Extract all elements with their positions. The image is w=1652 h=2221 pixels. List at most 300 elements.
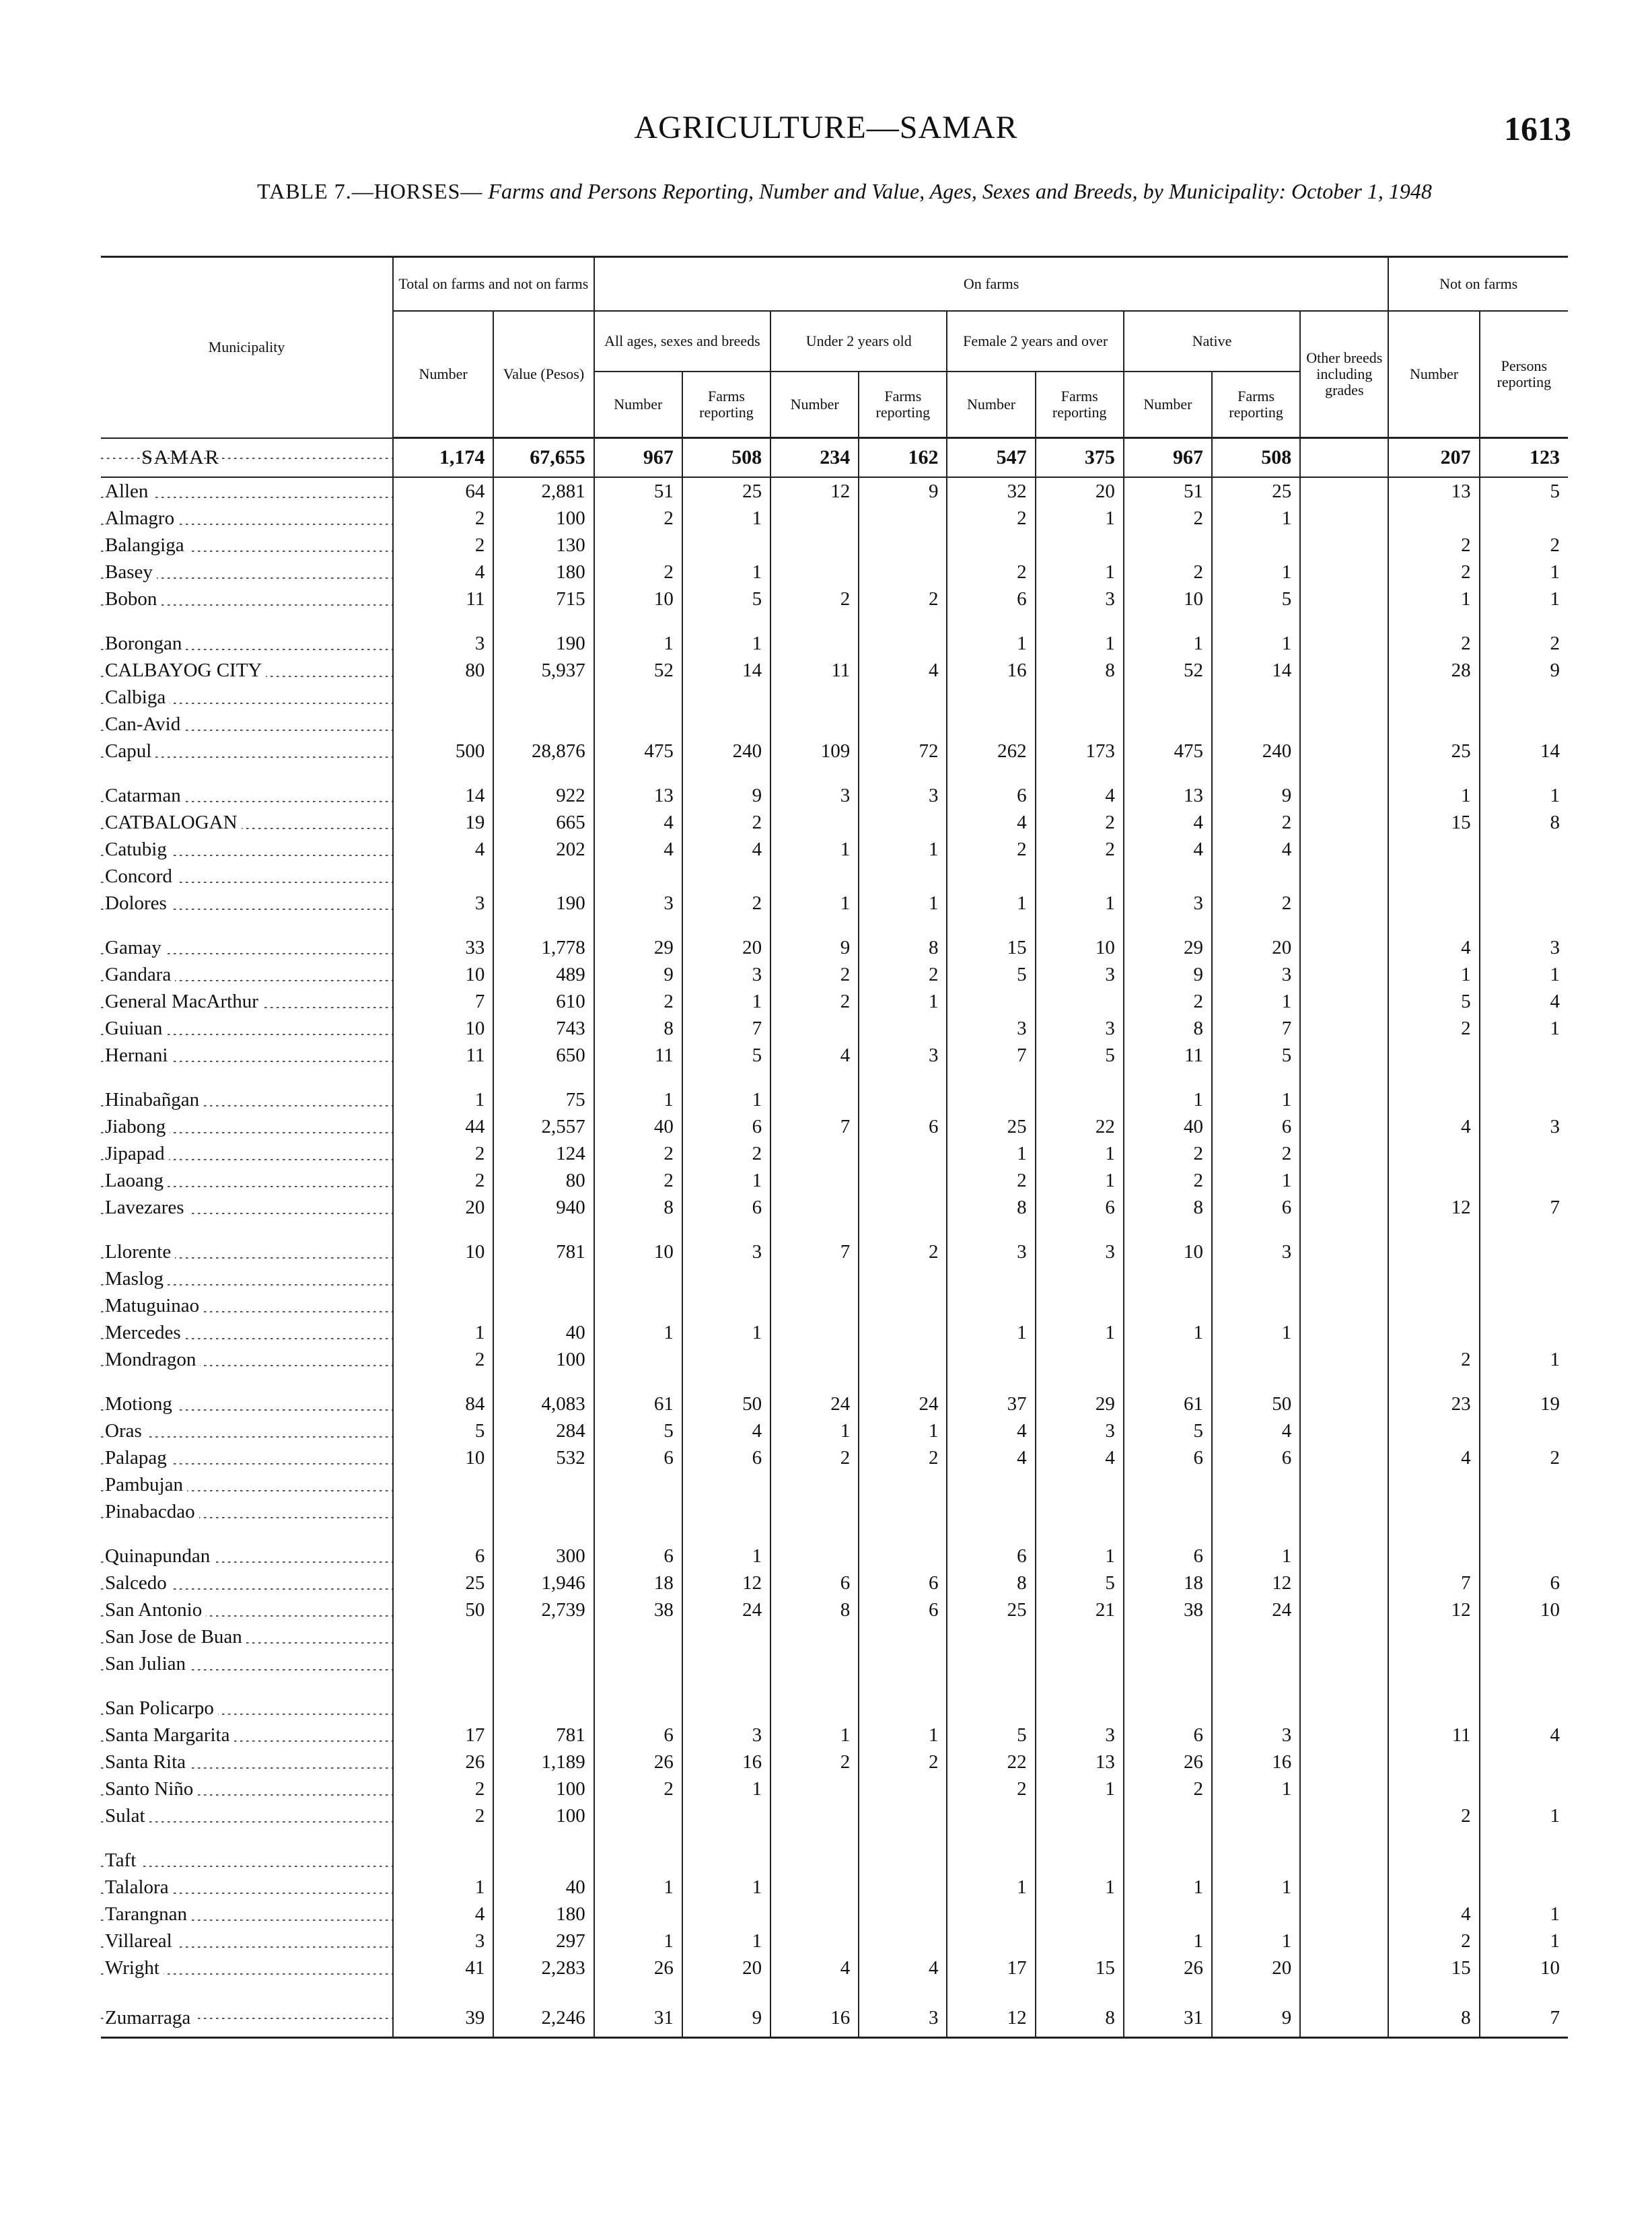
spacer-cell xyxy=(1124,1829,1212,1847)
spacer-cell xyxy=(393,1373,493,1390)
cell: 1 xyxy=(682,630,770,657)
cell: 8 xyxy=(1036,657,1124,684)
cell xyxy=(947,1086,1035,1113)
cell: 10 xyxy=(393,1444,493,1471)
row-municipality xyxy=(101,1194,393,1221)
cell: 1 xyxy=(1036,505,1124,532)
cell xyxy=(493,684,594,711)
cell xyxy=(947,1901,1035,1928)
table-row xyxy=(101,1471,1568,1498)
cell xyxy=(859,1265,947,1292)
cell xyxy=(1036,1928,1124,1954)
row-municipality-label: San Policarpo xyxy=(105,1697,218,1719)
cell: 100 xyxy=(493,505,594,532)
cell: 3 xyxy=(393,630,493,657)
spacer-cell xyxy=(859,1829,947,1847)
cell xyxy=(1124,532,1212,559)
table-row xyxy=(101,1695,1568,1722)
cell: 26 xyxy=(1124,1954,1212,1981)
cell xyxy=(1212,1802,1300,1829)
spacer-cell xyxy=(1300,1069,1388,1086)
cell xyxy=(859,505,947,532)
row-spacer xyxy=(101,1373,1568,1390)
spacer-cell xyxy=(1124,765,1212,782)
cell: 3 xyxy=(1212,1238,1300,1265)
spacer-cell xyxy=(101,917,393,934)
col-other-breeds: Other breeds including grades xyxy=(1300,311,1388,438)
cell: 25 xyxy=(682,477,770,505)
table-row xyxy=(101,809,1568,836)
col-all-number: Number xyxy=(594,372,682,438)
spacer-cell xyxy=(1036,1069,1124,1086)
cell: 475 xyxy=(594,738,682,765)
cell xyxy=(859,1015,947,1042)
spacer-cell xyxy=(1480,917,1568,934)
cell: 24 xyxy=(770,1390,859,1417)
cell: 6 xyxy=(947,1543,1035,1570)
table-row xyxy=(101,1444,1568,1471)
cell: 10 xyxy=(1124,586,1212,612)
cell: 6 xyxy=(859,1570,947,1596)
cell xyxy=(1124,711,1212,738)
table-row xyxy=(101,890,1568,917)
spacer-cell xyxy=(493,1981,594,1999)
spacer-cell xyxy=(1124,1981,1212,1999)
cell: 1 xyxy=(682,559,770,586)
cell: 4 xyxy=(859,657,947,684)
cell: 967 xyxy=(1124,438,1212,478)
cell: 240 xyxy=(682,738,770,765)
cell: 5 xyxy=(1212,586,1300,612)
cell: 13 xyxy=(1036,1749,1124,1775)
table-row xyxy=(101,586,1568,612)
table-row xyxy=(101,505,1568,532)
cell: 1 xyxy=(1480,961,1568,988)
cell xyxy=(770,1015,859,1042)
cell: 1 xyxy=(947,1319,1035,1346)
cell xyxy=(1124,684,1212,711)
cell: 1 xyxy=(1036,559,1124,586)
cell: 3 xyxy=(859,782,947,809)
row-municipality xyxy=(101,1596,393,1623)
cell: 7 xyxy=(1480,1999,1568,2038)
table-row xyxy=(101,836,1568,863)
table-row xyxy=(101,1194,1568,1221)
cell: 22 xyxy=(1036,1113,1124,1140)
cell: 26 xyxy=(1124,1749,1212,1775)
cell xyxy=(1480,684,1568,711)
spacer-cell xyxy=(101,1981,393,1999)
cell xyxy=(1300,1042,1388,1069)
cell xyxy=(1480,1623,1568,1650)
cell: 13 xyxy=(594,782,682,809)
cell: 4 xyxy=(594,836,682,863)
cell: 1 xyxy=(682,505,770,532)
cell: 4 xyxy=(770,1042,859,1069)
cell: 25 xyxy=(1388,738,1479,765)
row-municipality-label: Oras xyxy=(105,1420,146,1442)
cell: 39 xyxy=(393,1999,493,2038)
cell: 13 xyxy=(1124,782,1212,809)
spacer-cell xyxy=(1388,917,1479,934)
spacer-cell xyxy=(101,1829,393,1847)
spacer-cell xyxy=(594,1069,682,1086)
cell: 4 xyxy=(1036,1444,1124,1471)
cell: 2 xyxy=(1388,1802,1479,1829)
spacer-cell xyxy=(1300,1373,1388,1390)
col-under2-number: Number xyxy=(770,372,859,438)
cell: 1 xyxy=(1212,1086,1300,1113)
cell xyxy=(1300,438,1388,478)
cell: 9 xyxy=(682,782,770,809)
cell xyxy=(1300,1749,1388,1775)
cell: 3 xyxy=(1124,890,1212,917)
spacer-cell xyxy=(1124,612,1212,630)
cell xyxy=(1300,1999,1388,2038)
cell: 500 xyxy=(393,738,493,765)
cell: 650 xyxy=(493,1042,594,1069)
cell: 1 xyxy=(1480,1928,1568,1954)
cell xyxy=(1480,1042,1568,1069)
cell: 32 xyxy=(947,477,1035,505)
cell xyxy=(770,1901,859,1928)
cell: 2,739 xyxy=(493,1596,594,1623)
table-row xyxy=(101,1874,1568,1901)
cell xyxy=(1300,711,1388,738)
cell: 23 xyxy=(1388,1390,1479,1417)
cell xyxy=(770,1928,859,1954)
cell: 207 xyxy=(1388,438,1479,478)
row-municipality-label: Wright xyxy=(105,1957,164,1979)
spacer-cell xyxy=(393,1829,493,1847)
cell: 547 xyxy=(947,438,1035,478)
spacer-cell xyxy=(1036,612,1124,630)
cell: 1 xyxy=(1480,782,1568,809)
cell: 9 xyxy=(1480,657,1568,684)
cell xyxy=(947,532,1035,559)
cell: 2 xyxy=(1388,1928,1479,1954)
cell xyxy=(947,1265,1035,1292)
cell: 3 xyxy=(682,961,770,988)
cell xyxy=(1036,684,1124,711)
cell: 180 xyxy=(493,1901,594,1928)
row-spacer xyxy=(101,1221,1568,1238)
spacer-cell xyxy=(1124,1069,1212,1086)
cell: 67,655 xyxy=(493,438,594,478)
col-notfarm-persons: Persons reporting xyxy=(1480,311,1568,438)
cell xyxy=(1300,836,1388,863)
cell xyxy=(1300,1346,1388,1373)
spacer-cell xyxy=(101,765,393,782)
row-municipality xyxy=(101,1775,393,1802)
cell xyxy=(947,684,1035,711)
cell: 2 xyxy=(1388,1015,1479,1042)
row-municipality-label: Can-Avid xyxy=(105,713,184,735)
spacer-cell xyxy=(393,1677,493,1695)
cell: 80 xyxy=(393,657,493,684)
cell: 1 xyxy=(770,890,859,917)
cell: 610 xyxy=(493,988,594,1015)
cell: 262 xyxy=(947,738,1035,765)
cell: 14 xyxy=(1480,738,1568,765)
cell: 3 xyxy=(1480,934,1568,961)
cell xyxy=(682,1695,770,1722)
cell: 1 xyxy=(1212,1319,1300,1346)
spacer-cell xyxy=(493,765,594,782)
cell xyxy=(859,1847,947,1874)
cell: 5 xyxy=(1388,988,1479,1015)
cell xyxy=(1124,1265,1212,1292)
spacer-cell xyxy=(1212,612,1300,630)
spacer-cell xyxy=(770,1677,859,1695)
spacer-cell xyxy=(594,765,682,782)
table-row xyxy=(101,1650,1568,1677)
cell: 40 xyxy=(594,1113,682,1140)
cell xyxy=(493,1265,594,1292)
cell: 300 xyxy=(493,1543,594,1570)
cell: 1 xyxy=(859,1722,947,1749)
cell: 3 xyxy=(1212,1722,1300,1749)
cell xyxy=(1388,1319,1479,1346)
row-municipality-label: Tarangnan xyxy=(105,1903,191,1925)
row-spacer xyxy=(101,1069,1568,1086)
cell xyxy=(1388,1140,1479,1167)
cell: 19 xyxy=(1480,1390,1568,1417)
spacer-cell xyxy=(1300,1221,1388,1238)
cell: 1 xyxy=(682,1086,770,1113)
cell xyxy=(859,1319,947,1346)
cell: 6 xyxy=(1124,1444,1212,1471)
cell xyxy=(594,1650,682,1677)
cell: 1 xyxy=(770,836,859,863)
row-municipality xyxy=(101,1623,393,1650)
cell xyxy=(770,532,859,559)
row-municipality xyxy=(101,1749,393,1775)
cell: 2 xyxy=(594,505,682,532)
cell: 9 xyxy=(1124,961,1212,988)
cell xyxy=(1300,863,1388,890)
cell xyxy=(1300,1167,1388,1194)
cell: 124 xyxy=(493,1140,594,1167)
cell xyxy=(682,1847,770,1874)
cell xyxy=(1388,1695,1479,1722)
cell: 4 xyxy=(393,559,493,586)
row-municipality-label: Matuguinao xyxy=(105,1295,203,1316)
col-native-number: Number xyxy=(1124,372,1212,438)
row-municipality: SAMAR xyxy=(101,438,393,478)
cell: 20 xyxy=(1212,934,1300,961)
table-row xyxy=(101,1390,1568,1417)
cell: 130 xyxy=(493,532,594,559)
spacer-cell xyxy=(682,765,770,782)
cell xyxy=(493,1695,594,1722)
table-row xyxy=(101,1928,1568,1954)
cell: 2 xyxy=(393,532,493,559)
cell: 18 xyxy=(594,1570,682,1596)
cell: 31 xyxy=(594,1999,682,2038)
cell: 11 xyxy=(393,586,493,612)
row-municipality xyxy=(101,1498,393,1525)
cell xyxy=(1124,1292,1212,1319)
cell xyxy=(1388,684,1479,711)
cell xyxy=(1480,1265,1568,1292)
cell: 2 xyxy=(770,586,859,612)
cell: 4 xyxy=(947,1444,1035,1471)
spacer-cell xyxy=(493,917,594,934)
cell: 24 xyxy=(1212,1596,1300,1623)
cell xyxy=(1036,1471,1124,1498)
cell xyxy=(859,1167,947,1194)
row-municipality xyxy=(101,1543,393,1570)
cell: 202 xyxy=(493,836,594,863)
cell: 781 xyxy=(493,1722,594,1749)
spacer-cell xyxy=(682,1829,770,1847)
row-municipality-label: Mercedes xyxy=(105,1322,185,1343)
spacer-cell xyxy=(1300,917,1388,934)
cell: 14 xyxy=(682,657,770,684)
cell xyxy=(393,1471,493,1498)
cell xyxy=(1036,1265,1124,1292)
spacer-cell xyxy=(594,1373,682,1390)
cell: 1 xyxy=(1124,1319,1212,1346)
cell: 3 xyxy=(947,1015,1035,1042)
spacer-cell xyxy=(1124,1373,1212,1390)
cell xyxy=(1300,1928,1388,1954)
cell xyxy=(594,1346,682,1373)
cell: 2 xyxy=(1480,532,1568,559)
cell: 7 xyxy=(947,1042,1035,1069)
row-municipality xyxy=(101,1954,393,1981)
cell: 1 xyxy=(1212,988,1300,1015)
cell xyxy=(1388,1874,1479,1901)
cell: 3 xyxy=(859,1999,947,2038)
cell xyxy=(393,1650,493,1677)
cell: 1 xyxy=(393,1874,493,1901)
spacer-cell xyxy=(859,1221,947,1238)
spacer-cell xyxy=(493,1677,594,1695)
spacer-cell xyxy=(1388,1373,1479,1390)
spacer-cell xyxy=(1124,1677,1212,1695)
cell: 6 xyxy=(1036,1194,1124,1221)
cell: 4 xyxy=(1124,836,1212,863)
cell: 29 xyxy=(594,934,682,961)
cell: 26 xyxy=(594,1954,682,1981)
cell: 5,937 xyxy=(493,657,594,684)
spacer-cell xyxy=(101,612,393,630)
cell: 3 xyxy=(947,1238,1035,1265)
row-spacer xyxy=(101,612,1568,630)
row-municipality-label: Palapag xyxy=(105,1447,171,1469)
row-municipality-label: Guiuan xyxy=(105,1018,166,1039)
spacer-cell xyxy=(101,1677,393,1695)
spacer-cell xyxy=(101,1525,393,1543)
cell xyxy=(1388,1086,1479,1113)
spacer-cell xyxy=(1300,1981,1388,1999)
cell xyxy=(682,1623,770,1650)
cell: 25 xyxy=(947,1596,1035,1623)
cell xyxy=(770,1086,859,1113)
table-row xyxy=(101,559,1568,586)
cell xyxy=(1300,1086,1388,1113)
cell: 12 xyxy=(1212,1570,1300,1596)
cell xyxy=(1212,1498,1300,1525)
row-spacer xyxy=(101,765,1568,782)
cell: 100 xyxy=(493,1775,594,1802)
cell xyxy=(1300,1695,1388,1722)
row-municipality xyxy=(101,1417,393,1444)
row-municipality xyxy=(101,1238,393,1265)
table-row xyxy=(101,863,1568,890)
cell: 1 xyxy=(1388,586,1479,612)
cell xyxy=(1300,1901,1388,1928)
cell: 12 xyxy=(770,477,859,505)
cell: 1 xyxy=(1480,586,1568,612)
cell xyxy=(1300,782,1388,809)
spacer-cell xyxy=(682,917,770,934)
cell: 1 xyxy=(594,1874,682,1901)
cell: 6 xyxy=(1480,1570,1568,1596)
spacer-cell xyxy=(947,917,1035,934)
cell xyxy=(770,1292,859,1319)
cell: 40 xyxy=(493,1874,594,1901)
spacer-cell xyxy=(859,765,947,782)
cell xyxy=(1480,836,1568,863)
spacer-cell xyxy=(1036,917,1124,934)
cell: 2 xyxy=(1212,1140,1300,1167)
cell: 72 xyxy=(859,738,947,765)
spacer-cell xyxy=(1388,1829,1479,1847)
cell: 9 xyxy=(859,477,947,505)
cell: 1 xyxy=(947,890,1035,917)
cell xyxy=(1036,532,1124,559)
spacer-cell xyxy=(1480,612,1568,630)
cell xyxy=(1124,1623,1212,1650)
cell: 2 xyxy=(682,809,770,836)
cell: 123 xyxy=(1480,438,1568,478)
cell: 1 xyxy=(682,1775,770,1802)
col-group-under2: Under 2 years old xyxy=(770,311,947,372)
spacer-cell xyxy=(1480,1525,1568,1543)
cell xyxy=(1300,630,1388,657)
spacer-cell xyxy=(393,1525,493,1543)
cell: 40 xyxy=(1124,1113,1212,1140)
row-spacer xyxy=(101,1525,1568,1543)
cell: 11 xyxy=(1124,1042,1212,1069)
cell xyxy=(947,1928,1035,1954)
cell: 18 xyxy=(1124,1570,1212,1596)
cell: 2 xyxy=(594,988,682,1015)
cell: 28 xyxy=(1388,657,1479,684)
cell: 1 xyxy=(1036,890,1124,917)
cell: 84 xyxy=(393,1390,493,1417)
spacer-cell xyxy=(393,1981,493,1999)
cell: 5 xyxy=(1212,1042,1300,1069)
row-municipality-label: Catubig xyxy=(105,839,171,860)
cell: 3 xyxy=(682,1238,770,1265)
spacer-cell xyxy=(393,612,493,630)
cell: 1 xyxy=(393,1086,493,1113)
table-row xyxy=(101,782,1568,809)
spacer-cell xyxy=(1124,1525,1212,1543)
cell: 2 xyxy=(1124,559,1212,586)
cell: 26 xyxy=(393,1749,493,1775)
row-municipality-label: Llorente xyxy=(105,1241,175,1263)
spacer-cell xyxy=(1388,612,1479,630)
cell xyxy=(859,711,947,738)
spacer-cell xyxy=(947,1221,1035,1238)
cell: 2 xyxy=(859,1444,947,1471)
cell: 4 xyxy=(594,809,682,836)
